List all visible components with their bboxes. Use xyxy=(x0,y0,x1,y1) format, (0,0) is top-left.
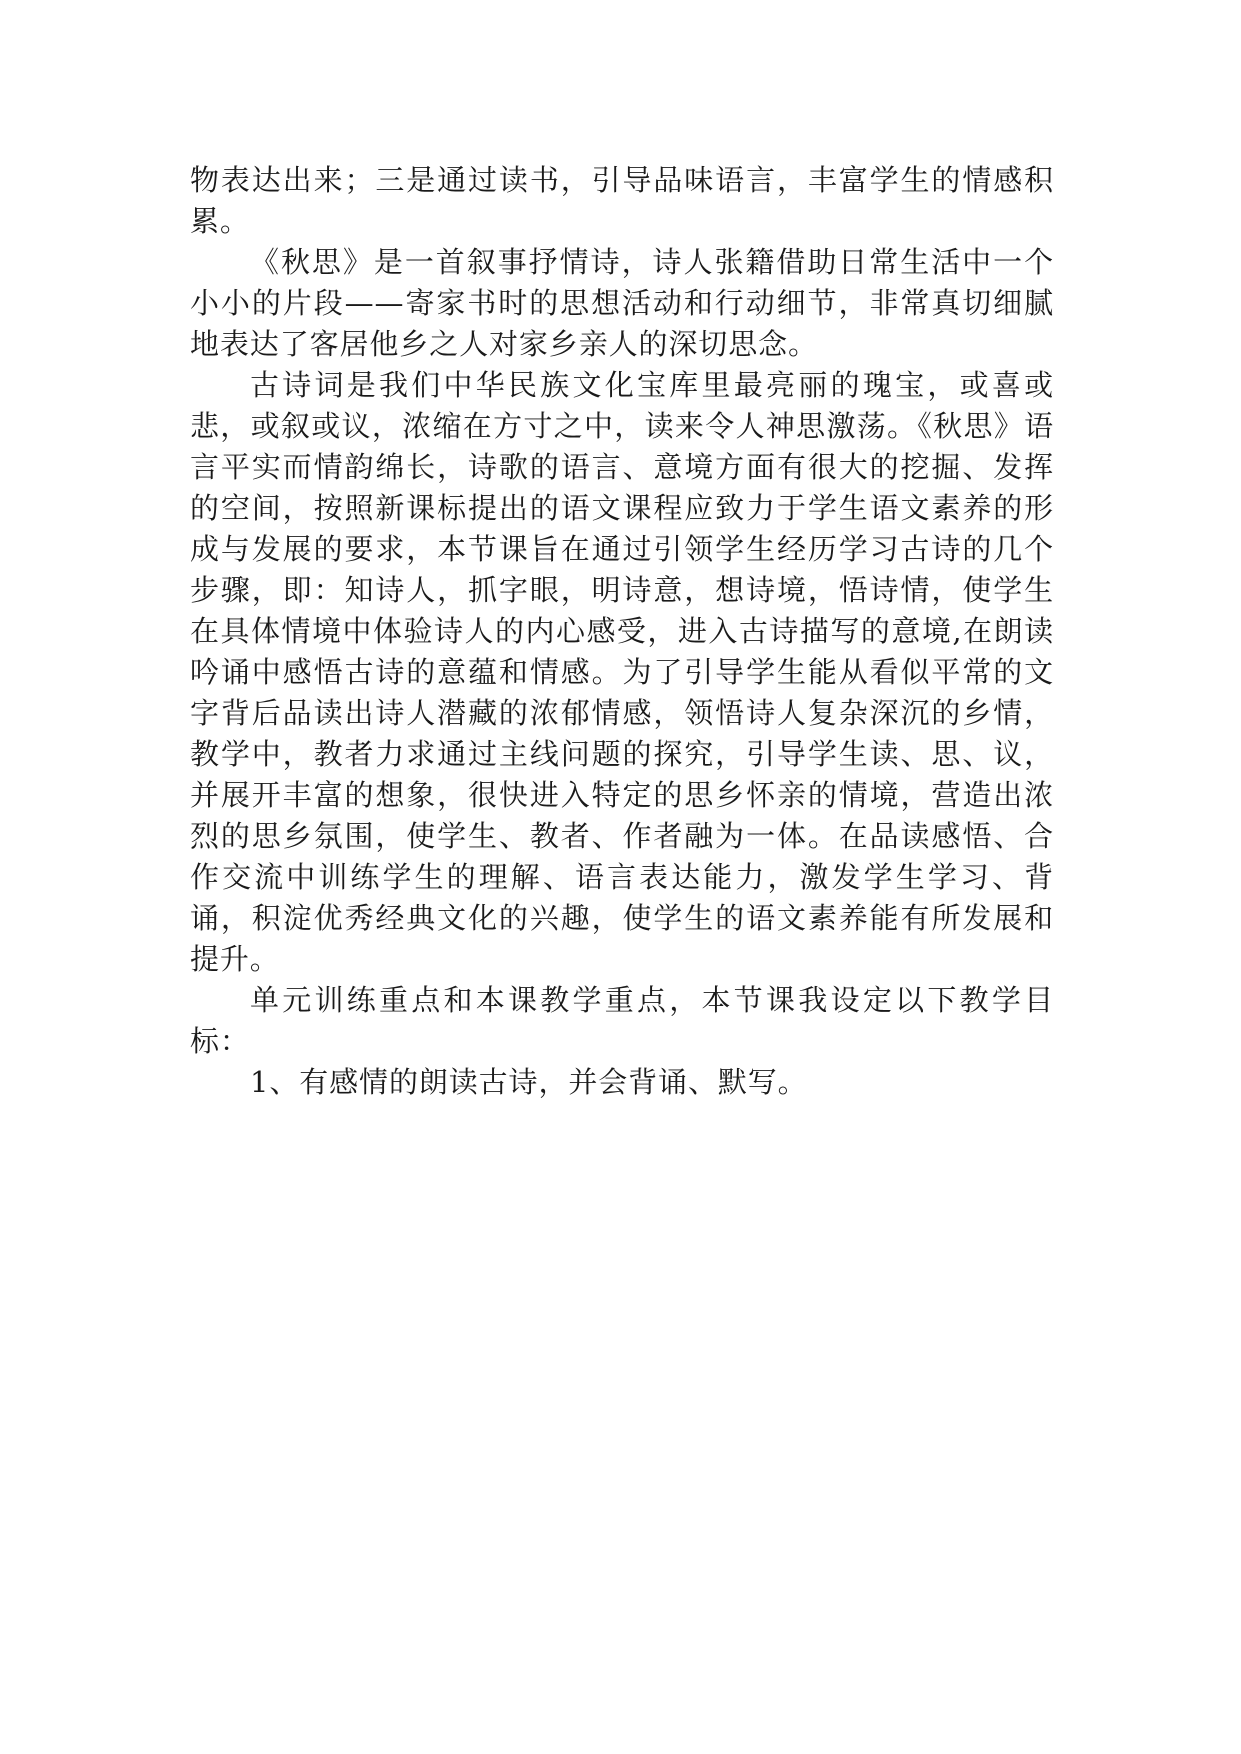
paragraph-1: 物表达出来；三是通过读书，引导品味语言，丰富学生的情感积累。 xyxy=(190,163,1054,238)
document-body xyxy=(190,160,1054,1103)
paragraph-4: 单元训练重点和本课教学重点，本节课我设定以下教学目标： xyxy=(190,983,1054,1058)
paragraph-5: 1、有感情的朗读古诗，并会背诵、默写。 xyxy=(250,1065,808,1099)
paragraph-3: 古诗词是我们中华民族文化宝库里最亮丽的瑰宝，或喜或悲，或叙或议，浓缩在方寸之中，读来令人神思激荡。《秋思》语言平实而情韵绵长，诗歌的语言、意境方面有很大的挖掘、发挥的空间，按照新课标提出的语文课程应致力于学生语文素养的形成与发展的要求，本节课旨在通过引领学生经历学习古诗的几个步骤，即：知诗人，抓字眼，明诗意，想诗境，悟诗情，使学生在具体情境中体验诗人的内心感受，进入古诗描写的意境,在朗读吟诵中感悟古诗的意蕴和情感。为了引导学生能从看似平常的文字背后品读出诗人潜藏的浓郁情感，领悟诗人复杂深沉的乡情，教学中，教者力求通过主线问题的探究，引导学生读、思、议，并展开丰富的想象，很快进入特定的思乡怀亲的情境，营造出浓烈的思乡氛围，使学生、教者、作者融为一体。在品读感悟、合作交流中训练学生的理解、语言表达能力，激发学生学习、背诵，积淀优秀经典文化的兴趣，使学生的语文素养能有所发展和提升。 xyxy=(190,368,1054,976)
paragraph-2: 《秋思》是一首叙事抒情诗，诗人张籍借助日常生活中一个小小的片段——寄家书时的思想活动和行动细节，非常真切细腻地表达了客居他乡之人对家乡亲人的深切思念。 xyxy=(190,245,1054,361)
